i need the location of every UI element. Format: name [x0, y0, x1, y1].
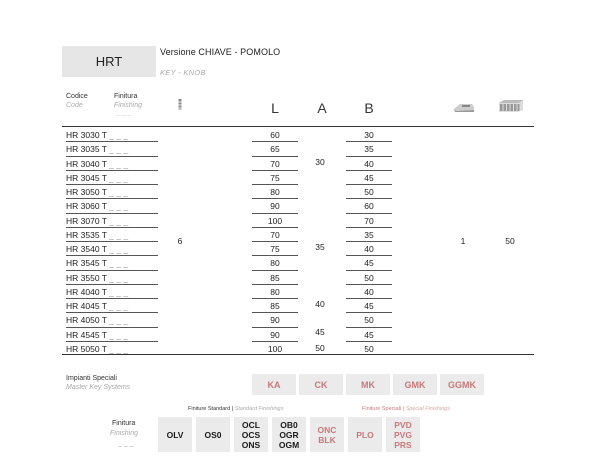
master-key-label: Impianti Speciali — [66, 375, 117, 382]
row-B: 50 — [364, 343, 374, 354]
merged-pack-value: 1 — [460, 236, 466, 246]
row-code — [66, 285, 158, 299]
row-code-finish-blank: _ _ _ — [109, 229, 129, 240]
finish-option-ob0-ogr-ogm[interactable]: OB0 OGR OGM — [272, 417, 306, 452]
row-code-finish-blank: _ _ _ — [109, 329, 129, 340]
special-finishes-label: Finiture Speciali — [362, 406, 402, 412]
finish-subheader: Finishing — [114, 102, 143, 109]
table-bottom-rule — [62, 354, 534, 355]
row-L: 90 — [252, 313, 298, 327]
table-row — [62, 142, 534, 156]
row-code-text: HR 3045 T — [66, 172, 107, 183]
table-top-rule — [62, 126, 534, 127]
finishing-dash: _ _ _ — [118, 440, 134, 447]
row-code — [66, 228, 158, 242]
code-header: Codice — [66, 93, 88, 100]
finish-option-ocl-ocs-ons[interactable]: OCL OCS ONS — [234, 417, 268, 452]
finishing-sublabel: Finishing — [110, 430, 139, 437]
row-code-finish-blank: _ _ _ — [109, 343, 129, 354]
table-row — [62, 199, 534, 213]
row-B: 35 — [346, 228, 392, 242]
row-code — [66, 271, 158, 285]
merged-A-30: 30 — [315, 157, 325, 167]
row-code-text: HR 4040 T — [66, 286, 107, 297]
row-code-finish-blank: _ _ _ — [109, 258, 129, 269]
row-code — [66, 256, 158, 270]
row-code-text: HR 3535 T — [66, 229, 107, 240]
master-key-option-ggmk[interactable]: GGMK — [440, 374, 484, 395]
row-L: 75 — [252, 171, 298, 185]
row-B: 50 — [346, 271, 392, 285]
finish-option-olv[interactable]: OLV — [158, 417, 192, 452]
table-row — [62, 271, 534, 285]
row-code — [66, 171, 158, 185]
special-finishes-heading: Finiture Speciali | Special Finishings — [362, 406, 450, 412]
merged-A-35: 35 — [315, 242, 325, 252]
table-row — [62, 313, 534, 327]
master-key-sublabel: Master Key Systems — [66, 384, 131, 391]
table-row — [62, 157, 534, 171]
row-L: 80 — [252, 256, 298, 270]
finishing-label: Finitura — [112, 420, 136, 427]
row-B: 45 — [346, 299, 392, 313]
row-L: 90 — [252, 328, 298, 342]
row-B: 35 — [346, 142, 392, 156]
special-finishes-sublabel: Special Finishings — [405, 406, 450, 412]
row-code-finish-blank: _ _ _ — [109, 215, 129, 226]
table-row — [62, 299, 534, 313]
row-B: 40 — [346, 285, 392, 299]
row-code — [66, 199, 158, 213]
row-code-text: HR 4545 T — [66, 329, 107, 340]
row-B: 30 — [346, 128, 392, 142]
row-B: 60 — [346, 199, 392, 213]
table-row — [62, 171, 534, 185]
row-code — [66, 157, 158, 171]
row-B: 45 — [346, 328, 392, 342]
row-B: 40 — [346, 157, 392, 171]
row-L: 80 — [252, 285, 298, 299]
row-code-finish-blank: _ _ _ — [109, 187, 129, 197]
row-code-text: HR 3545 T — [66, 258, 107, 269]
row-code-finish-blank: _ _ _ — [109, 130, 129, 140]
finish-option-onc-blk[interactable]: ONC BLK — [310, 417, 344, 452]
B-header: B — [364, 100, 374, 116]
table-row — [62, 328, 534, 342]
row-code — [66, 328, 158, 342]
row-code-text: HR 3035 T — [66, 144, 107, 155]
A-header: A — [317, 100, 327, 116]
row-L: 85 — [252, 299, 298, 313]
master-key-option-mk[interactable]: MK — [346, 374, 390, 395]
row-L: 90 — [252, 199, 298, 213]
finish-option-plo[interactable]: PLO — [348, 417, 382, 452]
finish-dash: _ _ _ — [116, 110, 132, 117]
model-badge: HRT — [62, 46, 156, 77]
row-code-finish-blank: _ _ _ — [109, 244, 129, 254]
row-code — [66, 299, 158, 313]
merged-A-40: 40 — [315, 299, 325, 309]
row-code-text: HR 4050 T — [66, 315, 107, 326]
table-row — [62, 128, 534, 142]
standard-finishes-sublabel: Standard Finishings — [234, 406, 284, 412]
row-L: 100 — [267, 343, 283, 354]
standard-finishes-heading: Finiture Standard | Standard Finishings — [188, 406, 284, 412]
finish-header: Finitura — [114, 93, 138, 100]
master-key-option-ck[interactable]: CK — [299, 374, 343, 395]
row-code-finish-blank: _ _ _ — [109, 172, 129, 183]
row-code-finish-blank: _ _ _ — [109, 144, 129, 155]
row-code-text: HR 3040 T — [66, 158, 107, 169]
row-B: 50 — [346, 185, 392, 199]
row-B: 45 — [346, 256, 392, 270]
master-key-option-ka[interactable]: KA — [252, 374, 296, 395]
finish-option-os0[interactable]: OS0 — [196, 417, 230, 452]
code-subheader: Code — [66, 102, 83, 109]
merged-icon-value: 6 — [177, 236, 183, 246]
row-code-finish-blank: _ _ _ — [109, 301, 129, 311]
L-header: L — [271, 100, 279, 116]
row-code — [66, 185, 158, 199]
row-code — [66, 142, 158, 156]
row-code-text: HR 3070 T — [66, 215, 107, 226]
key-cylinder-icon — [176, 98, 184, 110]
row-B: 50 — [346, 313, 392, 327]
row-code — [66, 128, 158, 142]
table-row — [62, 214, 534, 228]
row-code-finish-blank: _ _ _ — [109, 201, 129, 212]
row-code — [66, 242, 158, 256]
merged-A-50: 50 — [315, 343, 325, 353]
row-code-text: HR 5050 T — [66, 343, 107, 354]
row-code-text: HR 3540 T — [66, 244, 107, 254]
row-L: 70 — [252, 157, 298, 171]
row-L: 85 — [252, 271, 298, 285]
row-L: 75 — [252, 242, 298, 256]
row-L: 80 — [252, 185, 298, 199]
row-L: 70 — [252, 228, 298, 242]
row-code-text: HR 3050 T — [66, 187, 107, 197]
row-code-text: HR 4045 T — [66, 301, 107, 311]
row-code-text: HR 3060 T — [66, 201, 107, 212]
row-code — [66, 313, 158, 327]
single-pack-icon — [452, 100, 476, 112]
finish-option-pvd-pvg-prs[interactable]: PVD PVG PRS — [386, 417, 420, 452]
standard-finishes-label: Finiture Standard — [188, 406, 231, 412]
master-key-option-gmk[interactable]: GMK — [393, 374, 437, 395]
row-code-text: HR 3030 T — [66, 130, 107, 140]
version-subtitle: KEY - KNOB — [160, 68, 206, 77]
merged-box-value: 50 — [505, 236, 515, 246]
version-title: Versione CHIAVE - POMOLO — [160, 47, 281, 57]
table-row — [62, 185, 534, 199]
row-B: 70 — [346, 214, 392, 228]
table-row — [62, 256, 534, 270]
row-code-finish-blank: _ _ _ — [109, 315, 129, 326]
row-code-finish-blank: _ _ _ — [109, 286, 129, 297]
row-L: 100 — [252, 214, 298, 228]
merged-A-45: 45 — [315, 327, 325, 337]
row-code — [66, 214, 158, 228]
row-B: 45 — [346, 171, 392, 185]
row-code-finish-blank: _ _ _ — [109, 158, 129, 169]
row-code-finish-blank: _ _ _ — [109, 272, 129, 283]
row-B: 40 — [346, 242, 392, 256]
row-code-text: HR 3550 T — [66, 272, 107, 283]
table-row — [62, 285, 534, 299]
row-L: 60 — [252, 128, 298, 142]
row-L: 65 — [252, 142, 298, 156]
box-pack-icon — [498, 99, 524, 113]
